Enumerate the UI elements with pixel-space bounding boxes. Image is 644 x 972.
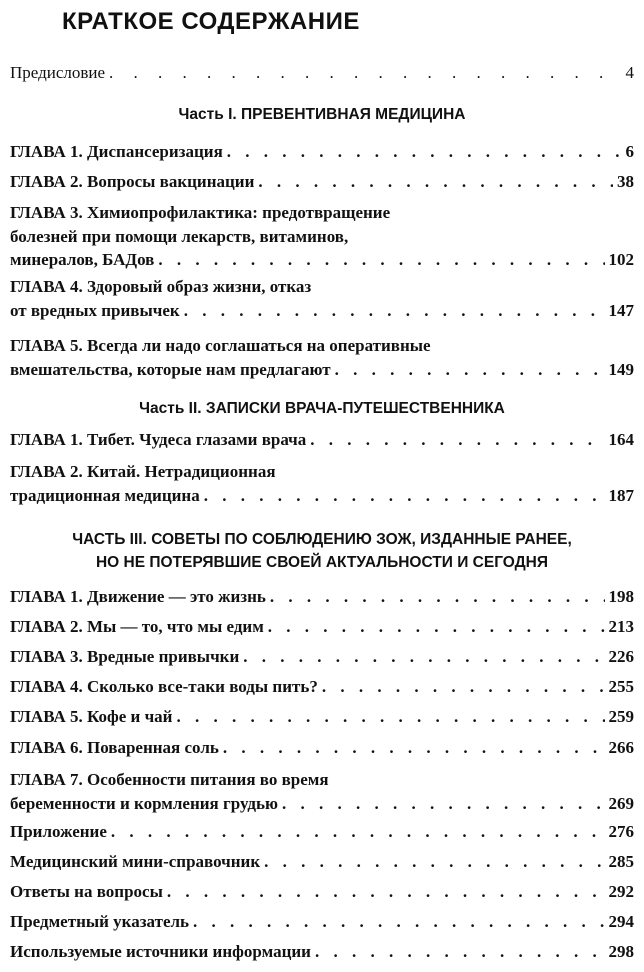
entry-label-line: ГЛАВА 2. Китай. Нетрадиционная — [10, 462, 276, 481]
toc-entry[interactable] — [10, 201, 634, 272]
dot-leader — [204, 484, 605, 508]
entry-label: беременности и кормления грудью — [10, 793, 278, 813]
dot-leader — [310, 428, 604, 452]
toc-entry[interactable] — [10, 428, 634, 452]
entry-label: минералов, БАДов — [10, 250, 155, 269]
toc-entry[interactable] — [10, 705, 634, 729]
entry-label: ГЛАВА 1. Диспансеризация — [10, 142, 223, 161]
toc-entry[interactable] — [10, 170, 634, 194]
part-heading-1: Часть I. ПРЕВЕНТИВНАЯ МЕДИЦИНА — [178, 106, 466, 123]
page-number: 38 — [617, 172, 634, 191]
dot-leader — [184, 299, 605, 323]
dot-leader — [193, 910, 604, 934]
toc-entry[interactable] — [10, 615, 634, 639]
page-number: 255 — [608, 677, 634, 696]
dot-leader — [335, 358, 605, 382]
dot-leader — [167, 880, 605, 904]
entry-label: Предисловие — [10, 63, 106, 82]
toc-entry[interactable] — [10, 820, 634, 844]
entry-label: ГЛАВА 1. Тибет. Чудеса глазами врача — [10, 430, 307, 449]
entry-label: от вредных привычек — [10, 300, 180, 320]
toc-entry[interactable] — [10, 675, 634, 699]
entry-label: ГЛАВА 4. Сколько все-таки воды пить? — [10, 677, 318, 696]
dot-leader — [270, 585, 605, 609]
page-title: КРАТКОЕ СОДЕРЖАНИЕ — [62, 8, 360, 35]
part-heading-3-line-1: ЧАСТЬ III. СОВЕТЫ ПО СОБЛЮДЕНИЮ ЗОЖ, ИЗДАННЫЕ РАНЕЕ, — [72, 531, 572, 548]
entry-label: Приложение — [10, 822, 107, 841]
page-number: 102 — [608, 250, 634, 269]
part-heading-3-line-2: НО НЕ ПОТЕРЯВШИЕ СВОЕЙ АКТУАЛЬНОСТИ И СЕГОДНЯ — [95, 554, 549, 571]
page-number: 4 — [625, 63, 634, 82]
page-number: 149 — [608, 359, 634, 379]
page-number: 147 — [608, 300, 634, 320]
dot-leader — [258, 170, 613, 194]
toc-entry[interactable] — [10, 645, 634, 669]
dot-leader — [243, 645, 604, 669]
entry-label: ГЛАВА 1. Движение — это жизнь — [10, 587, 266, 606]
toc-entry[interactable] — [10, 940, 634, 964]
page-number: 164 — [608, 430, 634, 449]
page-number: 276 — [608, 822, 634, 841]
toc-entry[interactable] — [10, 850, 634, 874]
dot-leader — [223, 736, 605, 760]
page-number: 269 — [608, 793, 634, 813]
entry-label: Предметный указатель — [10, 912, 190, 931]
page-number: 6 — [625, 142, 634, 161]
dot-leader — [322, 675, 605, 699]
dot-leader — [282, 792, 605, 816]
page-number: 266 — [608, 738, 634, 757]
page-number: 259 — [608, 707, 634, 726]
page-number: 187 — [608, 485, 634, 505]
dot-leader — [315, 940, 605, 964]
dot-leader — [109, 61, 621, 85]
page-number: 213 — [608, 617, 634, 636]
toc-entry[interactable] — [10, 140, 634, 164]
toc-entry-preface[interactable] — [10, 61, 634, 85]
entry-label: вмешательства, которые нам предлагают — [10, 359, 331, 379]
toc-entry[interactable] — [10, 910, 634, 934]
entry-label-line: ГЛАВА 5. Всегда ли надо соглашаться на оперативные — [10, 336, 431, 355]
toc-entry[interactable] — [10, 275, 634, 322]
entry-label: ГЛАВА 2. Вопросы вакцинации — [10, 172, 255, 191]
entry-label-line: ГЛАВА 3. Химиопрофилактика: предотвращение — [10, 203, 391, 222]
page-number: 292 — [608, 882, 634, 901]
toc-entry[interactable] — [10, 585, 634, 609]
entry-label: Используемые источники информации — [10, 942, 311, 961]
dot-leader — [176, 705, 604, 729]
entry-label: Медицинский мини-справочник — [10, 852, 261, 871]
page-number: 226 — [608, 647, 634, 666]
entry-label: ГЛАВА 6. Поваренная соль — [10, 738, 219, 757]
dot-leader — [268, 615, 605, 639]
dot-leader — [264, 850, 604, 874]
dot-leader — [111, 820, 605, 844]
toc-entry[interactable] — [10, 460, 634, 507]
toc-entry[interactable] — [10, 880, 634, 904]
entry-label: ГЛАВА 3. Вредные привычки — [10, 647, 240, 666]
entry-label: ГЛАВА 2. Мы — то, что мы едим — [10, 617, 264, 636]
dot-leader — [158, 248, 604, 272]
toc-entry[interactable] — [10, 736, 634, 760]
page-number: 285 — [608, 852, 634, 871]
entry-label: Ответы на вопросы — [10, 882, 163, 901]
dot-leader — [227, 140, 622, 164]
entry-label-line: ГЛАВА 7. Особенности питания во время — [10, 770, 329, 789]
entry-label: ГЛАВА 5. Кофе и чай — [10, 707, 173, 726]
page-number: 298 — [608, 942, 634, 961]
page-number: 198 — [608, 587, 634, 606]
entry-label: традиционная медицина — [10, 485, 200, 505]
entry-label-line: ГЛАВА 4. Здоровый образ жизни, отказ — [10, 277, 312, 296]
entry-label-line: болезней при помощи лекарств, витаминов, — [10, 226, 349, 246]
part-heading-2: Часть II. ЗАПИСКИ ВРАЧА-ПУТЕШЕСТВЕННИКА — [139, 400, 505, 417]
page-number: 294 — [608, 912, 634, 931]
toc-entry[interactable] — [10, 334, 634, 381]
toc-entry[interactable] — [10, 768, 634, 815]
